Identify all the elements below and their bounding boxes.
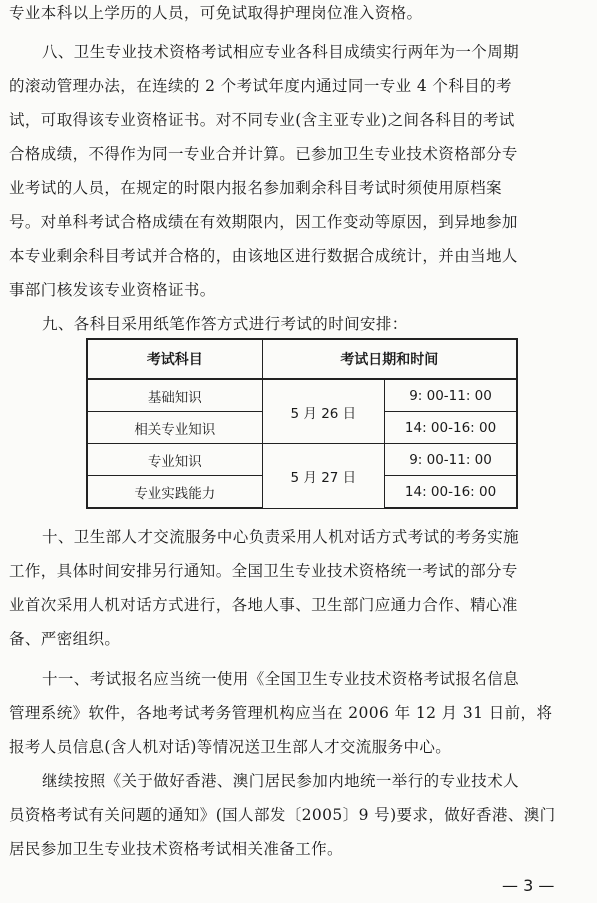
page-number: — 3 —: [502, 876, 555, 895]
text-line: 居民参加卫生专业技术资格考试相关准备工作。: [9, 840, 343, 858]
text-line: 事部门核发该专业资格证书。: [9, 281, 216, 299]
text-line: 合格成绩，不得作为同一专业合并计算。已参加卫生专业技术资格部分专: [9, 145, 518, 163]
header-datetime: 考试日期和时间: [262, 339, 517, 379]
date-cell: 5 月 26 日: [262, 379, 384, 444]
paragraph-8-start: 八、卫生专业技术资格考试相应专业各科目成绩实行两年为一个周期: [42, 43, 520, 61]
subject-cell: 专业知识: [87, 444, 262, 476]
subject-cell: 相关专业知识: [87, 412, 262, 444]
text-line: 号。对单科考试合格成绩在有效期限内，因工作变动等原因，到异地参加: [9, 213, 518, 231]
text-line: 本专业剩余科目考试并合格的，由该地区进行数据合成统计，并由当地人: [9, 247, 518, 265]
subject-cell: 专业实践能力: [87, 476, 262, 509]
paragraph-11-start: 十一、考试报名应当统一使用《全国卫生专业技术资格考试报名信息: [42, 670, 520, 688]
text-line: 试，可取得该专业资格证书。对不同专业(含主亚专业)之间各科目的考试: [9, 111, 515, 129]
text-line: 业考试的人员，在规定的时限内报名参加剩余科目考试时须使用原档案: [9, 179, 502, 197]
header-subject: 考试科目: [87, 339, 262, 379]
text-line: 管理系统》软件，各地考试考务管理机构应当在 2006 年 12 月 31 日前，将: [9, 704, 553, 722]
paragraph-10-start: 十、卫生部人才交流服务中心负责采用人机对话方式考试的考务实施: [42, 528, 520, 546]
table-row: [87, 379, 517, 412]
paragraph-9-start: 九、各科目采用纸笔作答方式进行考试的时间安排：: [42, 315, 408, 333]
time-cell: 9: 00-11: 00: [385, 444, 517, 476]
text-line: 业首次采用人机对话方式进行，各地人事、卫生部门应通力合作、精心准: [9, 596, 518, 614]
time-cell: 9: 00-11: 00: [385, 379, 517, 412]
subject-cell: 基础知识: [87, 379, 262, 412]
text-line: 的滚动管理办法，在连续的 2 个考试年度内通过同一专业 4 个科目的考: [9, 77, 512, 95]
time-cell: 14: 00-16: 00: [385, 476, 517, 509]
time-cell: 14: 00-16: 00: [385, 412, 517, 444]
exam-schedule-table: [86, 338, 518, 509]
table-row: [87, 444, 517, 476]
date-cell: 5 月 27 日: [262, 444, 384, 509]
text-line: 专业本科以上学历的人员，可免试取得护理岗位准入资格。: [9, 4, 423, 22]
text-line: 备、严密组织。: [9, 630, 121, 648]
text-line: 工作，具体时间安排另行通知。全国卫生专业技术资格统一考试的部分专: [9, 562, 518, 580]
text-line: 报考人员信息(含人机对话)等情况送卫生部人才交流服务中心。: [9, 738, 452, 756]
paragraph-continue-start: 继续按照《关于做好香港、澳门居民参加内地统一举行的专业技术人: [42, 772, 520, 790]
text-line: 员资格考试有关问题的通知》(国人部发〔2005〕9 号)要求，做好香港、澳门: [9, 806, 556, 824]
